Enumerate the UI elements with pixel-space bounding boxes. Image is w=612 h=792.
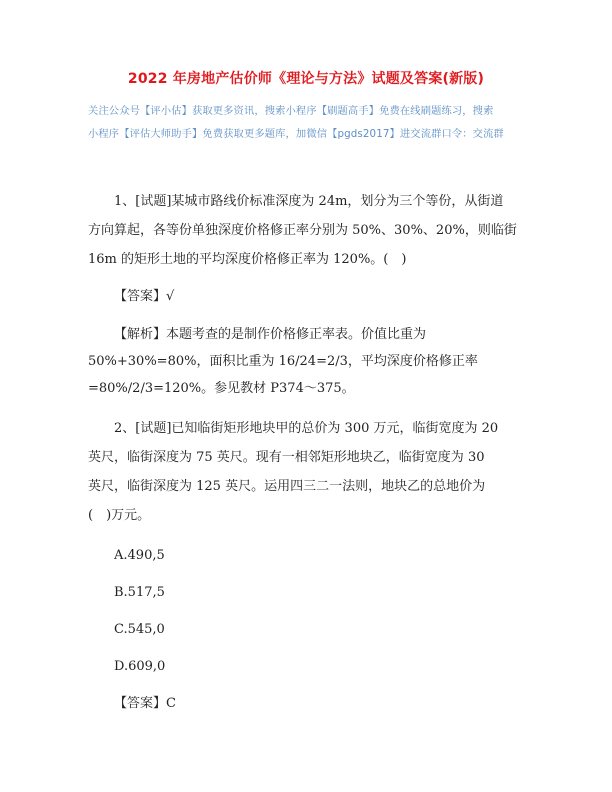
- promo-notice-line-1: 关注公众号【评小估】获取更多资讯，搜索小程序【刷题高手】免费在线刷题练习，搜索: [88, 105, 494, 117]
- question-1-answer: 【答案】√: [114, 289, 175, 304]
- question-2-answer: 【答案】C: [114, 696, 176, 711]
- question-1-analysis-line-2: 50%+30%=80%，面积比重为 16/24=2/3，平均深度价格修正率: [88, 354, 478, 369]
- question-1-line-3: 16m 的矩形土地的平均深度价格修正率为 120%。( ): [88, 252, 407, 267]
- question-2-line-4: ( )万元。: [88, 508, 151, 523]
- question-2-option-a: A.490,5: [114, 548, 165, 563]
- question-1-line-1: 1、[试题]某城市路线价标准深度为 24m，划分为三个等份，从街道: [114, 194, 504, 209]
- promo-notice-line-2: 小程序【评估大师助手】免费获取更多题库，加微信【pgds2017】进交流群口令：交流群: [88, 128, 504, 140]
- question-2-line-2: 英尺，临街深度为 75 英尺。现有一相邻矩形地块乙，临街宽度为 30: [88, 450, 485, 465]
- question-2-line-3: 英尺，临街深度为 125 英尺。运用四三二一法则，地块乙的总地价为: [88, 479, 486, 494]
- question-2-line-1: 2、[试题]已知临街矩形地块甲的总价为 300 万元，临街宽度为 20: [114, 421, 499, 436]
- question-1-line-2: 方向算起，各等份单独深度价格修正率分别为 50%、30%、20%，则临街: [88, 223, 517, 238]
- question-2-option-b: B.517,5: [114, 585, 165, 600]
- question-2-option-c: C.545,0: [114, 622, 165, 637]
- question-2-option-d: D.609,0: [114, 659, 166, 674]
- document-title: 2022 年房地产估价师《理论与方法》试题及答案(新版): [127, 71, 485, 87]
- question-1-analysis-line-3: =80%/2/3=120%。参见教材 P374～375。: [88, 381, 355, 396]
- question-1-analysis-line-1: 【解析】本题考查的是制作价格修正率表。价值比重为: [114, 327, 427, 342]
